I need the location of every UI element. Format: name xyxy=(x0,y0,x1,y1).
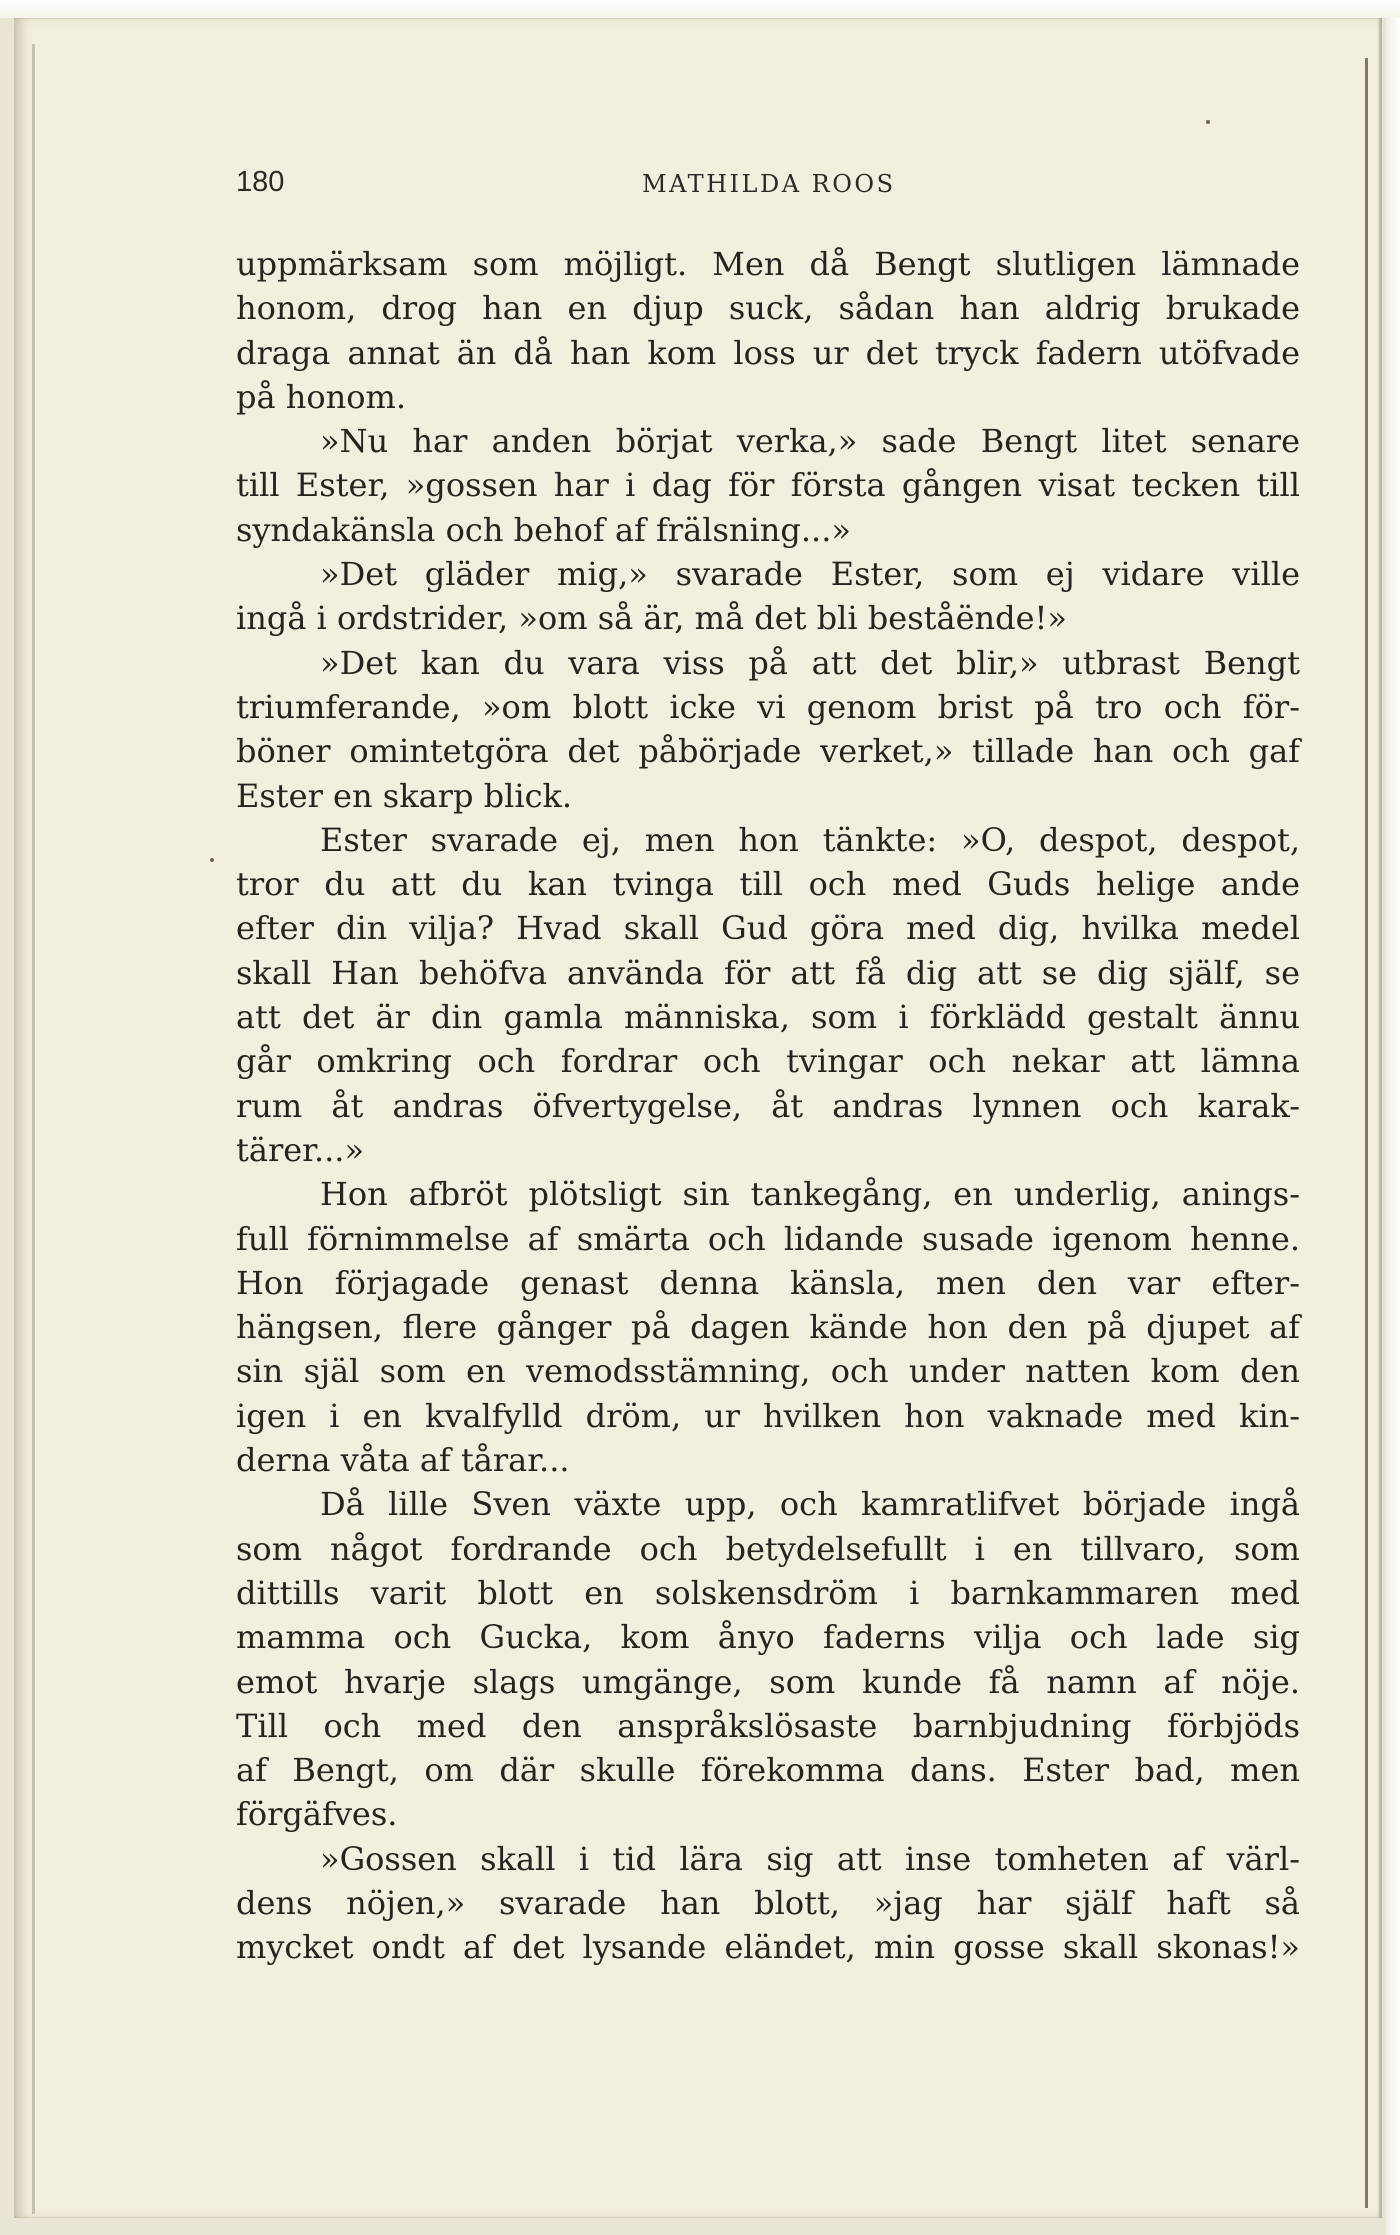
text-line: uppmärksam som möjligt. Men då Bengt slutligen lämnade xyxy=(236,245,1300,283)
scan-top-margin xyxy=(0,0,1400,18)
text-line: »Nu har anden börjat verka,» sade Bengt litet senare xyxy=(320,422,1300,461)
text-line: på honom. xyxy=(236,377,406,416)
body-text xyxy=(236,242,1300,1970)
text-line: till Ester, »gossen har i dag för första gången visat tecken till xyxy=(236,466,1300,505)
text-line: att det är din gamla människa, som i förklädd gestalt ännu xyxy=(236,998,1300,1037)
text-line: Då lille Sven växte upp, och kamratlifvet började ingå xyxy=(320,1485,1300,1524)
text-line: sin själ som en vemodsstämning, och under natten kom den xyxy=(236,1352,1300,1391)
text-line: dens nöjen,» svarade han blott, »jag har själf haft så xyxy=(236,1883,1300,1922)
text-line: tror du att du kan tvinga till och med Guds helige ande xyxy=(236,865,1300,904)
text-line: rum åt andras öfvertygelse, åt andras lynnen och karak- xyxy=(236,1086,1300,1125)
text-line: Hon förjagade genast denna känsla, men den var efter- xyxy=(236,1263,1300,1302)
text-line: går omkring och fordrar och tvingar och nekar att lämna xyxy=(236,1042,1300,1081)
text-line: syndakänsla och behof af frälsning...» xyxy=(236,510,851,549)
paper-speck xyxy=(210,858,214,862)
page-number: 180 xyxy=(236,166,285,198)
text-line: af Bengt, om där skulle förekomma dans. Ester bad, men xyxy=(236,1751,1300,1790)
text-line: efter din vilja? Hvad skall Gud göra med dig, hvilka medel xyxy=(236,909,1300,948)
text-line: dittills varit blott en solskensdröm i barnkammaren med xyxy=(236,1573,1300,1612)
page-left-edge xyxy=(32,44,35,2214)
running-head xyxy=(236,166,1300,206)
running-title: MATHILDA ROOS xyxy=(642,170,896,198)
scan-right-margin xyxy=(1386,18,1400,2235)
text-line: mycket ondt af det lysande eländet, min gosse skall skonas!» xyxy=(236,1928,1300,1967)
text-line: triumferande, »om blott icke vi genom brist på tro och för- xyxy=(236,687,1300,726)
text-line: Ester en skarp blick. xyxy=(236,776,573,815)
text-line: derna våta af tårar... xyxy=(236,1441,570,1480)
text-line: som något fordrande och betydelsefullt i en tillvaro, som xyxy=(236,1529,1300,1568)
text-line: igen i en kvalfylld dröm, ur hvilken hon vaknade med kin- xyxy=(236,1396,1300,1435)
text-line: »Det gläder mig,» svarade Ester, som ej vidare ville xyxy=(320,555,1300,594)
text-line: mamma och Gucka, kom ånyo faderns vilja och lade sig xyxy=(236,1618,1300,1657)
text-line: böner omintetgöra det påbörjade verket,» tillade han och gaf xyxy=(236,732,1300,771)
text-line: honom, drog han en djup suck, sådan han aldrig brukade xyxy=(236,289,1300,328)
text-line: »Det kan du vara viss på att det blir,» utbrast Bengt xyxy=(320,643,1300,682)
text-line: ingå i ordstrider, »om så är, må det bli beståënde!» xyxy=(236,599,1067,638)
page-right-edge xyxy=(1365,58,1368,2208)
text-line: hängsen, flere gånger på dagen kände hon den på djupet af xyxy=(236,1308,1300,1347)
text-line: Ester svarade ej, men hon tänkte: »O, despot, despot, xyxy=(320,820,1300,859)
text-line: emot hvarje slags umgänge, som kunde få namn af nöje. xyxy=(236,1662,1300,1701)
text-line: förgäfves. xyxy=(236,1795,398,1834)
text-line: Hon afbröt plötsligt sin tankegång, en underlig, anings- xyxy=(320,1175,1300,1214)
paper-speck xyxy=(1206,120,1210,124)
text-line: tärer...» xyxy=(236,1130,365,1169)
text-line: »Gossen skall i tid lära sig att inse tomheten af värl- xyxy=(320,1839,1300,1878)
text-line: draga annat än då han kom loss ur det tryck fadern utöfvade xyxy=(236,333,1300,372)
text-line: full förnimmelse af smärta och lidande susade igenom henne. xyxy=(236,1219,1300,1258)
text-line: Till och med den anspråkslösaste barnbjudning förbjöds xyxy=(236,1706,1300,1745)
text-line: skall Han behöfva använda för att få dig att se dig själf, se xyxy=(236,953,1300,992)
